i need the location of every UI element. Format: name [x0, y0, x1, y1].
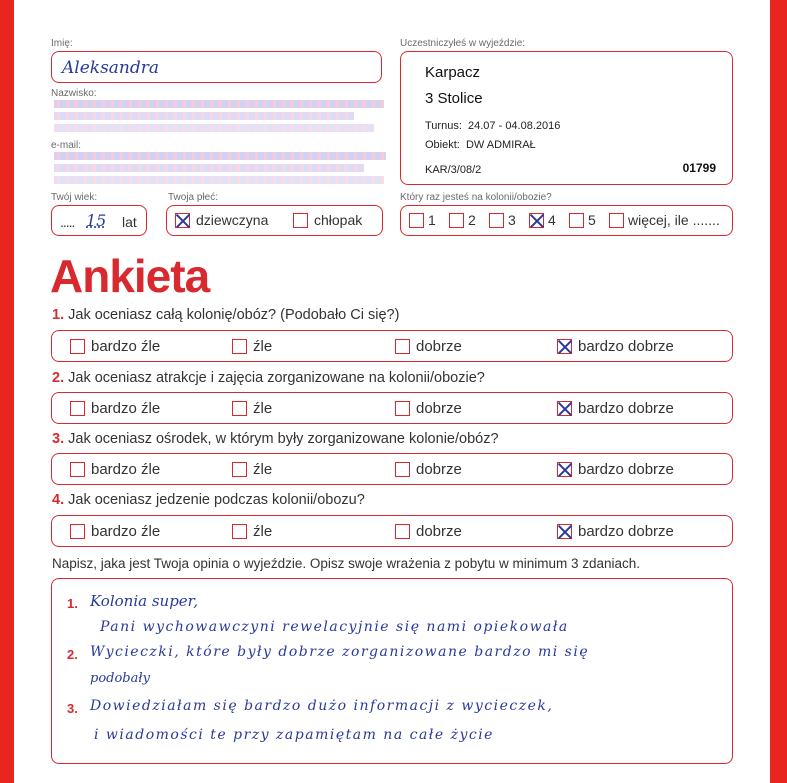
gender-field [166, 205, 383, 236]
q2-option-bad[interactable] [232, 400, 272, 417]
opinion-number-2: 2. [67, 647, 78, 662]
q3-option-good[interactable] [395, 461, 462, 478]
times-checkbox-1[interactable] [409, 213, 424, 228]
q3-checkbox-bad[interactable] [232, 462, 247, 477]
q3-checkbox-good[interactable] [395, 462, 410, 477]
q1-option-very-good[interactable] [557, 338, 674, 355]
q4-option-good[interactable] [395, 523, 462, 540]
opinion-textarea[interactable] [51, 578, 733, 764]
question-3-text: Jak oceniasz ośrodek, w którym były zorganizowane kolonie/obóz? [68, 431, 499, 447]
question-3-number: 3. [52, 431, 65, 447]
opinion-line-5: Dowiedziałam się bardzo dużo informacji z wycieczek, [90, 698, 554, 714]
q1-option-bad[interactable] [232, 338, 272, 355]
q3-option-very-good[interactable] [557, 461, 674, 478]
turnus-label: Turnus: [425, 120, 462, 132]
q2-option-very-good[interactable] [557, 400, 674, 417]
object-value: DW ADMIRAŁ [465, 139, 536, 151]
question-1 [52, 307, 399, 323]
q2-label-bad: źle [253, 400, 273, 417]
opinion-line-2: Pani wychowawczyni rewelacyjnie się nami opiekowała [100, 619, 569, 635]
question-2-text: Jak oceniasz atrakcje i zajęcia zorganizowane na kolonii/obozie? [68, 370, 485, 386]
opinion-prompt: Napisz, jaka jest Twoja opinia o wyjeździe. Opisz swoje wrażenia z pobytu w minimum 3 zdaniach. [52, 556, 641, 571]
question-4 [52, 492, 365, 508]
question-3 [52, 431, 499, 447]
q4-checkbox-very-good[interactable] [557, 524, 572, 539]
times-option-3[interactable] [489, 212, 516, 228]
q1-label-good: dobrze [416, 338, 462, 355]
q1-option-good[interactable] [395, 338, 462, 355]
gender-female-label: dziewczyna [196, 212, 269, 228]
trip-info-box [400, 51, 733, 185]
times-option-4[interactable] [529, 212, 556, 228]
question-4-number: 4. [52, 492, 65, 508]
q3-label-very-good: bardzo dobrze [578, 461, 674, 478]
q1-checkbox-very-bad[interactable] [70, 339, 85, 354]
q4-option-very-good[interactable] [557, 523, 674, 540]
times-option-1[interactable] [409, 212, 436, 228]
gender-male-label: chłopak [314, 212, 363, 228]
q1-label-bad: źle [253, 338, 273, 355]
gender-label: Twoja płeć: [168, 192, 219, 203]
q3-label-good: dobrze [416, 461, 462, 478]
q3-label-very-bad: bardzo źle [91, 461, 161, 478]
q2-checkbox-very-good[interactable] [557, 401, 572, 416]
times-field [400, 205, 733, 236]
opinion-line-6: i wiadomości te przy zapamiętam na całe życie [94, 727, 494, 743]
q3-option-very-bad[interactable] [70, 461, 160, 478]
age-value: 15 [86, 211, 107, 230]
times-checkbox-2[interactable] [449, 213, 464, 228]
q1-checkbox-very-good[interactable] [557, 339, 572, 354]
question-4-answers [51, 515, 733, 547]
survey-sheet [14, 0, 770, 783]
times-checkbox-3[interactable] [489, 213, 504, 228]
q1-option-very-bad[interactable] [70, 338, 160, 355]
q2-checkbox-very-bad[interactable] [70, 401, 85, 416]
q1-label-very-good: bardzo dobrze [578, 338, 674, 355]
email-label: e-mail: [51, 140, 82, 151]
gender-male-checkbox[interactable] [293, 213, 308, 228]
q2-checkbox-good[interactable] [395, 401, 410, 416]
question-4-text: Jak oceniasz jedzenie podczas kolonii/obozu? [68, 492, 365, 508]
q1-checkbox-bad[interactable] [232, 339, 247, 354]
times-label: Który raz jesteś na kolonii/obozie? [400, 192, 552, 203]
times-option-2[interactable] [449, 212, 476, 228]
opinion-number-3: 3. [67, 701, 78, 716]
q4-label-good: dobrze [416, 523, 462, 540]
turnus-value: 24.07 - 04.08.2016 [468, 120, 561, 132]
q3-option-bad[interactable] [232, 461, 272, 478]
opinion-number-1: 1. [67, 596, 78, 611]
trip-program: 3 Stolice [425, 90, 483, 107]
trip-number: 01799 [682, 161, 716, 175]
question-2-number: 2. [52, 370, 65, 386]
question-1-number: 1. [52, 307, 65, 323]
gender-male-option[interactable] [293, 212, 362, 228]
trip-label: Uczestniczyłeś w wyjeździe: [400, 38, 526, 49]
q2-option-very-bad[interactable] [70, 400, 160, 417]
times-label-5: 5 [588, 212, 596, 228]
name-field[interactable] [51, 51, 382, 83]
opinion-line-4: podobały [90, 671, 150, 686]
q2-option-good[interactable] [395, 400, 462, 417]
page-title: Ankieta [50, 250, 210, 302]
times-option-5[interactable] [569, 212, 596, 228]
name-label: Imię: [51, 38, 73, 49]
times-label-3: 3 [508, 212, 516, 228]
surname-label: Nazwisko: [51, 88, 97, 99]
times-label-more: więcej, ile ....... [628, 212, 720, 228]
q4-checkbox-good[interactable] [395, 524, 410, 539]
q2-label-good: dobrze [416, 400, 462, 417]
q3-checkbox-very-bad[interactable] [70, 462, 85, 477]
q2-label-very-bad: bardzo źle [91, 400, 161, 417]
q4-checkbox-very-bad[interactable] [70, 524, 85, 539]
q4-label-bad: źle [253, 523, 273, 540]
q2-checkbox-bad[interactable] [232, 401, 247, 416]
age-label: Twój wiek: [51, 192, 98, 203]
q4-checkbox-bad[interactable] [232, 524, 247, 539]
times-checkbox-more[interactable] [609, 213, 624, 228]
age-unit: lat [122, 214, 137, 230]
q4-option-bad[interactable] [232, 523, 272, 540]
q3-label-bad: źle [253, 461, 273, 478]
q4-option-very-bad[interactable] [70, 523, 160, 540]
times-label-4: 4 [548, 212, 556, 228]
question-1-text: Jak oceniasz całą kolonię/obóz? (Podobało Ci się?) [68, 307, 400, 323]
question-2 [52, 370, 485, 386]
age-field[interactable] [51, 205, 147, 236]
q1-label-very-bad: bardzo źle [91, 338, 161, 355]
opinion-line-1: Kolonia super, [90, 592, 198, 610]
q2-label-very-good: bardzo dobrze [578, 400, 674, 417]
gender-female-checkbox[interactable] [175, 213, 190, 228]
question-1-answers [51, 330, 733, 362]
q1-checkbox-good[interactable] [395, 339, 410, 354]
times-label-2: 2 [468, 212, 476, 228]
times-checkbox-5[interactable] [569, 213, 584, 228]
question-2-answers [51, 392, 733, 424]
opinion-line-3: Wycieczki, które były dobrze zorganizowane bardzo mi się [90, 644, 590, 660]
times-checkbox-4[interactable] [529, 213, 544, 228]
trip-code: KAR/3/08/2 [425, 164, 482, 176]
gender-female-option[interactable] [175, 212, 268, 228]
question-3-answers [51, 453, 733, 485]
q3-checkbox-very-good[interactable] [557, 462, 572, 477]
q4-label-very-good: bardzo dobrze [578, 523, 674, 540]
age-dots: ..... [60, 214, 75, 230]
trip-city: Karpacz [425, 64, 481, 81]
object-label: Obiekt: [425, 139, 460, 151]
q4-label-very-bad: bardzo źle [91, 523, 161, 540]
times-option-more[interactable] [609, 212, 720, 228]
times-label-1: 1 [428, 212, 436, 228]
trip-turnus [425, 120, 560, 132]
name-value: Aleksandra [62, 58, 160, 78]
trip-object [425, 139, 536, 151]
